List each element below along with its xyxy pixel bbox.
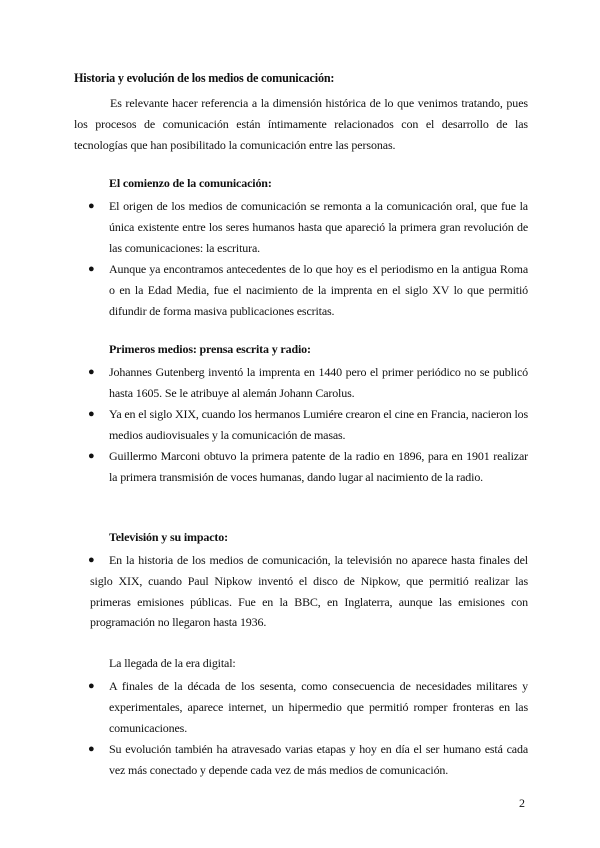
- list-item: Guillermo Marconi obtuvo la primera patente de la radio en 1896, para en 1901 realizar la primera transmisión de voces humanas, dando lugar al nacimiento de la radio.: [109, 449, 528, 484]
- list-item: Su evolución también ha atravesado varias etapas y hoy en día el ser humano está cada vez más conectado y depende cada vez de más medios de comunicación.: [109, 742, 528, 777]
- bullet-icon: ●: [88, 680, 95, 692]
- document-title: Historia y evolución de los medios de comunicación:: [74, 71, 335, 85]
- list-item: A finales de la década de los sesenta, como consecuencia de necesidades militares y experimentales, aparece internet, un hipermedio que permitió romper fronteras en las comunicaciones.: [109, 679, 528, 735]
- section-heading-television: Televisión y su impacto:: [109, 530, 228, 544]
- bullet-icon: ●: [88, 743, 95, 755]
- bullet-icon: ●: [88, 408, 95, 420]
- list-item: En la historia de los medios de comunicación, la televisión no aparece hasta finales del siglo XIX, cuando Paul Nipkow inventó el disco de Nipkow, que permitió realizar las primeras emisiones públicas. Fue en la BBC, en Inglaterra, aunque las emisiones con programación no llegaron hasta 1936.: [90, 553, 528, 630]
- bullet-icon: ●: [88, 366, 95, 378]
- list-item: El origen de los medios de comunicación se remonta a la comunicación oral, que fue la única existente entre los seres humanos hasta que apareció la primera gran revolución de las comunicaciones: la escritura.: [109, 199, 528, 255]
- bullet-icon: ●: [88, 554, 95, 566]
- section-heading-comienzo: El comienzo de la comunicación:: [109, 176, 272, 190]
- bullet-icon: ●: [88, 263, 95, 275]
- section-heading-primeros-medios: Primeros medios: prensa escrita y radio:: [109, 342, 311, 356]
- bullet-icon: ●: [88, 200, 95, 212]
- list-item: Johannes Gutenberg inventó la imprenta en 1440 pero el primer periódico no se publicó hasta 1605. Se le atribuye al alemán Johann Carolus.: [109, 365, 528, 400]
- section-heading-era-digital: La llegada de la era digital:: [109, 656, 236, 670]
- page-number: 2: [519, 796, 525, 810]
- bullet-icon: ●: [88, 450, 95, 462]
- list-item: Ya en el siglo XIX, cuando los hermanos Lumiére crearon el cine en Francia, nacieron los medios audiovisuales y la comunicación de masas.: [109, 407, 528, 442]
- intro-paragraph: Es relevante hacer referencia a la dimensión histórica de lo que venimos tratando, pues los procesos de comunicación están íntimamente relacionados con el desarrollo de las tecnologías que han posibilitado la comunicación entre las personas.: [74, 96, 528, 152]
- list-item: Aunque ya encontramos antecedentes de lo que hoy es el periodismo en la antigua Roma o en la Edad Media, fue el nacimiento de la imprenta en el siglo XV lo que permitió difundir de forma masiva publicaciones escritas.: [109, 262, 528, 318]
